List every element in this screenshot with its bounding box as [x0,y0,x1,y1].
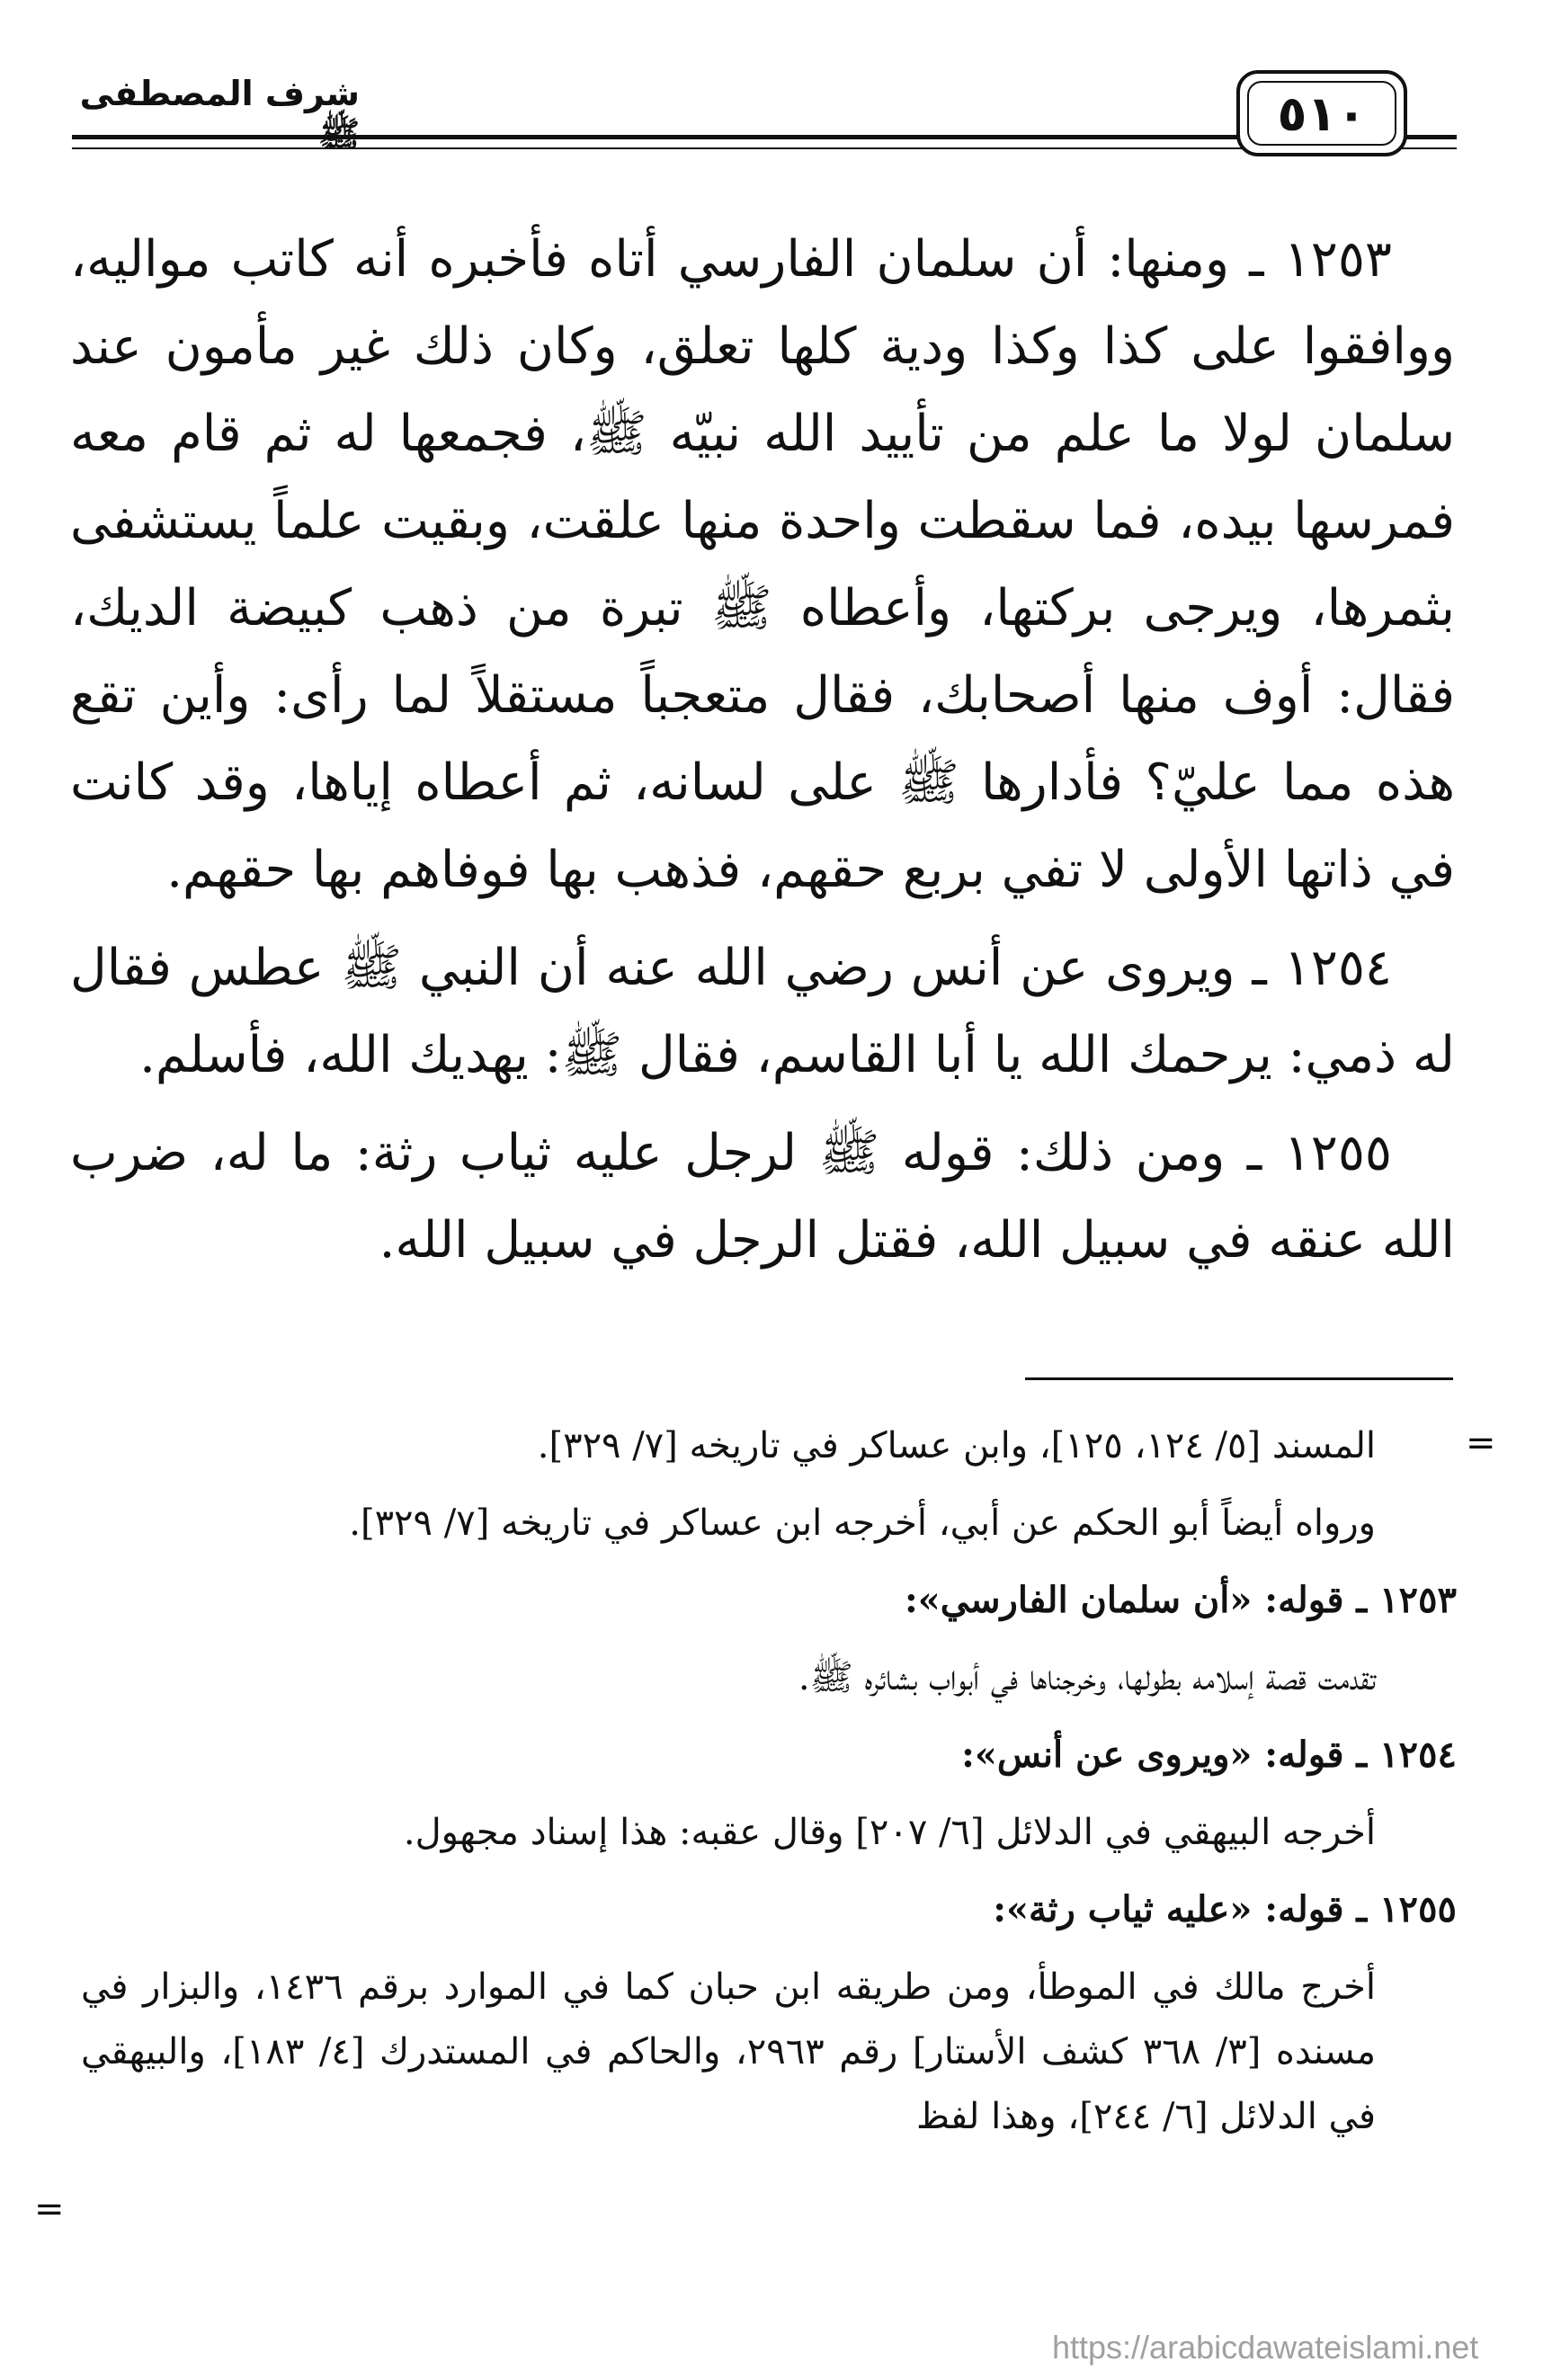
footnote-heading-1253: ١٢٥٣ ـ قوله: «أن سلمان الفارسي»: [904,1579,1457,1621]
page-number: ٥١٠ [1247,81,1396,146]
watermark-url: https://arabicdawateislami.net [1052,2329,1479,2366]
paragraph-1253: ١٢٥٣ ـ ومنها: أن سلمان الفارسي أتاه فأخبره أنه كاتب مواليه، ووافقوا على كذا وكذا ودية كلها تعلق، وكان ذلك غير مأمون عند سلمان لولا ما علم من تأييد الله نبيّه ﷺ، فجمعها له ثم قام معه فمرسها بيده، فما سقطت واحدة منها علقت، وبقيت علماً يستشفى بثمرها، ويرجى بركتها، وأعطاه ﷺ تبرة من ذهب كبيضة الديك، فقال: أوف منها أصحابك، فقال متعجباً مستقلاً لما رأى: وأين تقع هذه مما عليّ؟ فأدارها ﷺ على لسانه، ثم أعطاه إياها، وقد كانت في ذاتها الأولى لا تفي بربع حقهم، فذهب بها فوفاهم بها حقهم. [70,230,1455,899]
footnote-heading-1255: ١٢٥٥ ـ قوله: «عليه ثياب رثة»: [993,1888,1457,1930]
page-number-frame [1236,70,1407,156]
main-text [70,216,1455,1295]
paragraph-1255: ١٢٥٥ ـ ومن ذلك: قوله ﷺ لرجل عليه ثياب رثة: ما له، ضرب الله عنقه في سبيل الله، فقتل الرجل في سبيل الله. [70,1124,1455,1270]
continuation-marker: = [1466,1422,1496,1464]
footnote-body-1253: تقدمت قصة إسلامه بطولها، وخرجناها في أبواب بشائره ﷺ. [798,1657,1376,1698]
paragraph-1254: ١٢٥٤ ـ ويروى عن أنس رضي الله عنه أن النبي ﷺ عطس فقال له ذمي: يرحمك الله يا أبا القاسم، فقال ﷺ: يهديك الله، فأسلم. [70,939,1455,1084]
footnotes [81,1413,1457,2162]
footnote-body-1255: أخرج مالك في الموطأ، ومن طريقه ابن حبان كما في الموارد برقم ١٤٣٦، والبزار في مسنده [٣/ ٣٦٨ كشف الأستار] رقم ٢٩٦٣، والحاكم في المستدرك [٤/ ١٨٣]، والبيهقي في الدلائل [٦/ ٢٤٤]، وهذا لفظ [81,1966,1376,2137]
trailing-continuation-marker: = [34,2188,65,2230]
footnote-continuation-line: المسند [٥/ ١٢٤، ١٢٥]، وابن عساكر في تاريخه [٧/ ٣٢٩]. [537,1425,1376,1466]
footnote-continuation-line: ورواه أيضاً أبو الحكم عن أبي، أخرجه ابن عساكر في تاريخه [٧/ ٣٢٩]. [349,1502,1376,1544]
footnote-heading-1254: ١٢٥٤ ـ قوله: «ويروى عن أنس»: [961,1734,1457,1776]
footnote-separator [1025,1377,1453,1380]
running-book-title: شرف المصطفى ﷺ [79,74,360,154]
footnote-body-1254: أخرجه البيهقي في الدلائل [٦/ ٢٠٧] وقال عقبه: هذا إسناد مجهول. [403,1812,1376,1853]
